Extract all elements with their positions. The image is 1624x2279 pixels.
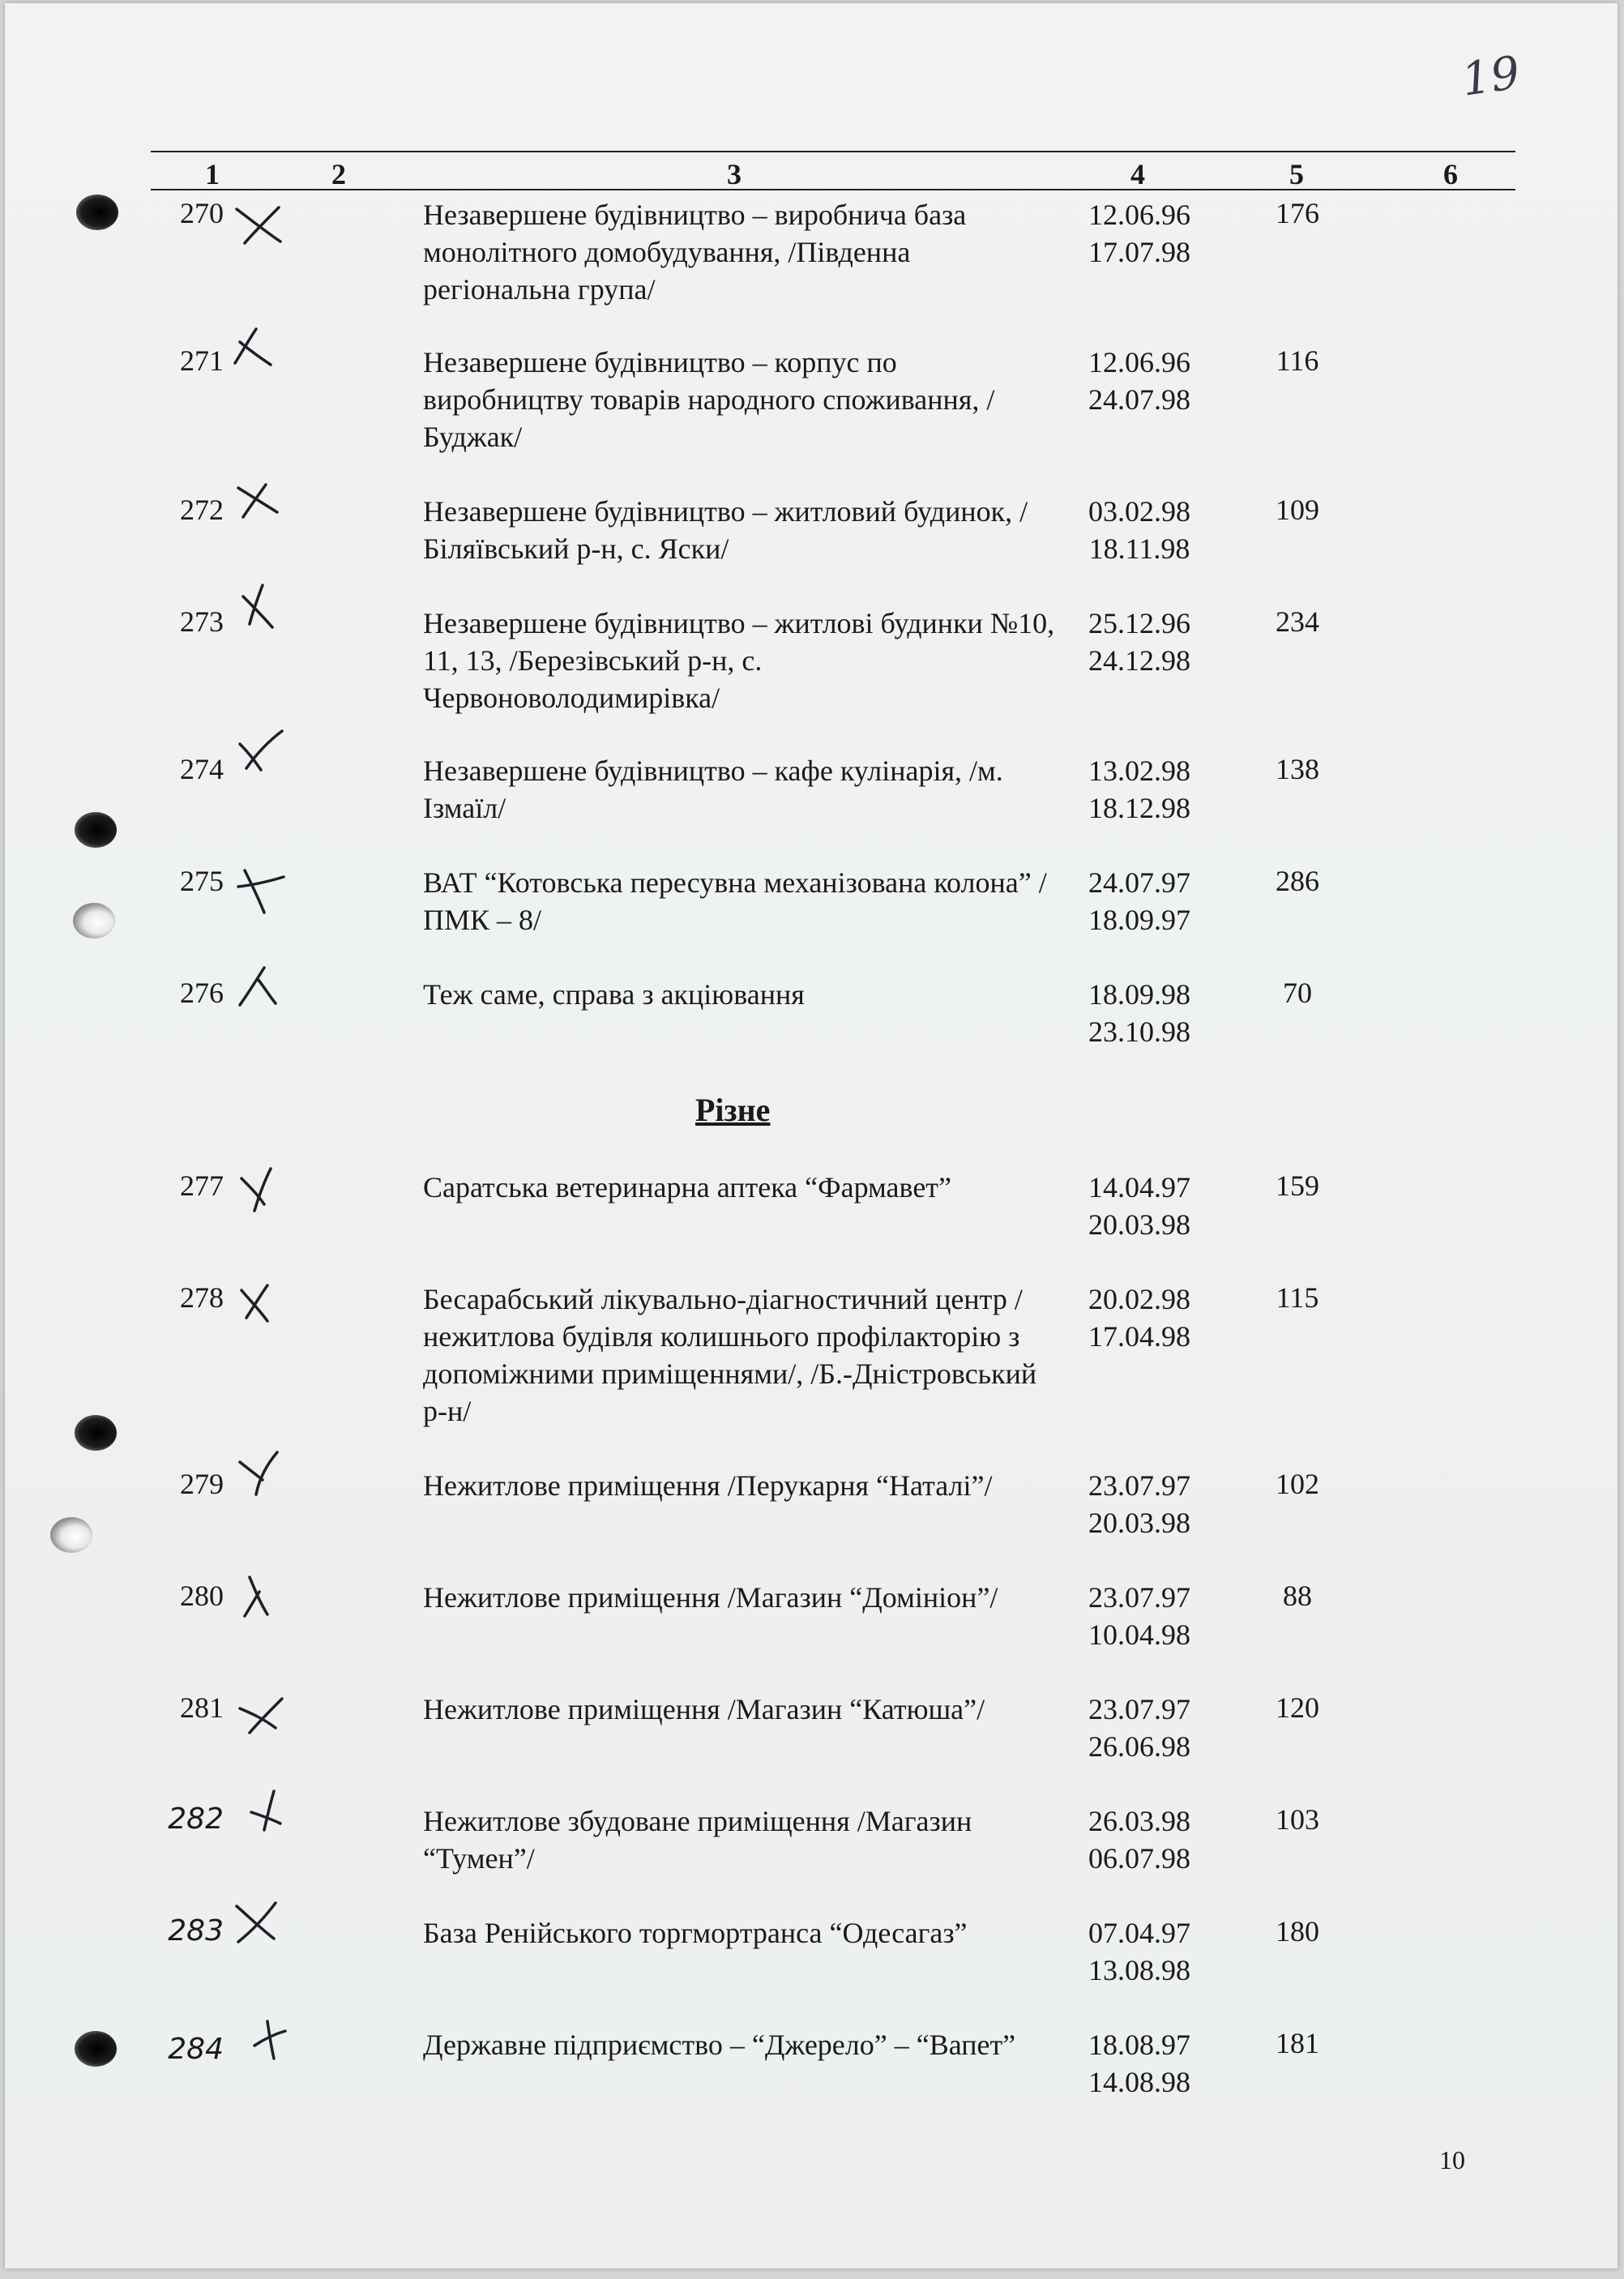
item-pages: 103 xyxy=(1276,1803,1319,1836)
item-pages: 234 xyxy=(1276,605,1319,638)
check-mark-icon xyxy=(229,326,280,371)
item-number: 284 xyxy=(168,2033,224,2066)
punch-hole xyxy=(75,1415,117,1451)
date-start: 14.04.97 xyxy=(1088,1171,1190,1204)
date-start: 12.06.96 xyxy=(1088,199,1190,231)
item-number: 271 xyxy=(180,344,224,377)
header-top-rule xyxy=(151,151,1515,152)
column-header-6: 6 xyxy=(1443,158,1458,190)
date-end: 20.03.98 xyxy=(1088,1208,1190,1241)
date-end: 24.12.98 xyxy=(1088,644,1190,677)
item-dates xyxy=(1075,1467,1204,1541)
item-pages: 180 xyxy=(1276,1915,1319,1948)
date-start: 26.03.98 xyxy=(1088,1805,1190,1837)
date-start: 12.06.96 xyxy=(1088,346,1190,378)
date-end: 18.09.97 xyxy=(1088,904,1190,936)
folio-number: 19 xyxy=(1458,46,1524,107)
item-pages: 115 xyxy=(1276,1281,1319,1314)
check-mark-icon xyxy=(230,1900,282,1945)
item-description: Нежитлове приміщення /Магазин “Катюша”/ xyxy=(423,1693,985,1725)
date-start: 20.02.98 xyxy=(1088,1283,1190,1315)
item-description: Саратська ветеринарна аптека “Фармавет” xyxy=(423,1171,952,1204)
item-dates xyxy=(1075,1169,1204,1243)
punch-hole xyxy=(75,2031,117,2067)
item-dates xyxy=(1075,1691,1204,1765)
item-number: 281 xyxy=(180,1691,224,1724)
item-pages: 109 xyxy=(1276,494,1319,526)
item-dates xyxy=(1075,1802,1204,1877)
item-number: 275 xyxy=(180,865,224,897)
punch-hole xyxy=(73,903,115,939)
check-mark-icon xyxy=(246,2018,298,2063)
date-end: 18.12.98 xyxy=(1088,792,1190,824)
item-pages: 102 xyxy=(1276,1468,1319,1500)
item-number: 277 xyxy=(180,1169,224,1202)
date-end: 17.04.98 xyxy=(1088,1320,1190,1353)
item-dates xyxy=(1075,752,1204,827)
date-start: 18.09.98 xyxy=(1088,978,1190,1011)
date-end: 13.08.98 xyxy=(1088,1954,1190,1986)
item-description: Нежитлове приміщення /Магазин “Домініон”/ xyxy=(423,1581,998,1614)
date-end: 24.07.98 xyxy=(1088,383,1190,416)
item-description: ВАТ “Котовська пересувна механізована колона” /ПМК – 8/ xyxy=(423,866,1047,936)
item-number: 278 xyxy=(180,1281,224,1314)
date-start: 18.08.97 xyxy=(1088,2029,1190,2061)
check-mark-icon xyxy=(235,584,287,629)
date-end: 26.06.98 xyxy=(1088,1730,1190,1763)
punch-hole xyxy=(76,195,118,230)
punch-hole xyxy=(50,1517,92,1553)
item-description: Бесарабський лікувально-діагностичний центр /нежитлова будівля колишнього профілакторію з допоміжними приміщеннями/, /Б.-Дністровський р-н/ xyxy=(423,1283,1037,1427)
date-start: 13.02.98 xyxy=(1088,755,1190,787)
item-description: Незавершене будівництво – корпус по виробництву товарів народного споживання, /Буджак/ xyxy=(423,346,995,453)
item-dates xyxy=(1075,2026,1204,2101)
item-description: Теж саме, справа з акціювання xyxy=(423,978,805,1011)
check-mark-icon xyxy=(233,869,285,914)
item-dates xyxy=(1075,493,1204,567)
item-dates xyxy=(1075,1281,1204,1355)
item-description: База Ренійського торгмортранса “Одесагаз” xyxy=(423,1917,968,1949)
check-mark-icon xyxy=(235,1167,287,1212)
item-description: Незавершене будівництво – житлові будинки №10, 11, 13, /Березівський р-н, с. Червоноволодимирівка/ xyxy=(423,607,1055,714)
item-description: Незавершене будівництво – виробнича база монолітного домобудування, /Південна регіональна група/ xyxy=(423,199,967,306)
item-pages: 70 xyxy=(1283,977,1312,1009)
date-start: 25.12.96 xyxy=(1088,607,1190,639)
item-dates xyxy=(1075,1914,1204,1989)
item-pages: 286 xyxy=(1276,865,1319,897)
item-pages: 181 xyxy=(1276,2027,1319,2059)
item-description: Незавершене будівництво – житловий будинок, /Біляївський р-н, с. Яски/ xyxy=(423,495,1028,565)
item-dates xyxy=(1075,605,1204,679)
check-mark-icon xyxy=(235,1574,287,1619)
date-start: 03.02.98 xyxy=(1088,495,1190,528)
date-end: 06.07.98 xyxy=(1088,1842,1190,1875)
check-mark-icon xyxy=(233,480,285,525)
item-description: Нежитлове приміщення /Перукарня “Наталі”/ xyxy=(423,1469,993,1502)
item-description: Незавершене будівництво – кафе кулінарія, /м. Ізмаїл/ xyxy=(423,755,1003,824)
column-header-4: 4 xyxy=(1130,158,1145,190)
item-description: Державне підприємство – “Джерело” – “Вапет” xyxy=(423,2029,1016,2061)
section-heading: Різне xyxy=(695,1092,771,1128)
check-mark-icon xyxy=(233,728,285,773)
item-pages: 176 xyxy=(1276,197,1319,229)
item-number: 276 xyxy=(180,977,224,1009)
column-header-1: 1 xyxy=(205,158,220,190)
date-end: 10.04.98 xyxy=(1088,1618,1190,1651)
item-number: 279 xyxy=(180,1468,224,1500)
punch-hole xyxy=(75,812,117,848)
column-header-3: 3 xyxy=(727,158,741,190)
check-mark-icon xyxy=(235,964,287,1010)
check-mark-icon xyxy=(233,1451,285,1496)
item-pages: 159 xyxy=(1276,1169,1319,1202)
item-pages: 120 xyxy=(1276,1691,1319,1724)
item-dates xyxy=(1075,196,1204,271)
date-end: 14.08.98 xyxy=(1088,2066,1190,2098)
item-dates xyxy=(1075,344,1204,418)
item-pages: 88 xyxy=(1283,1580,1312,1612)
check-mark-icon xyxy=(235,1694,287,1739)
item-dates xyxy=(1075,1579,1204,1653)
item-number: 270 xyxy=(180,197,224,229)
item-dates xyxy=(1075,976,1204,1050)
date-start: 07.04.97 xyxy=(1088,1917,1190,1949)
archive-page xyxy=(5,3,1618,2268)
item-description: Нежитлове збудоване приміщення /Магазин “Тумен”/ xyxy=(423,1805,972,1875)
date-end: 18.11.98 xyxy=(1088,532,1190,565)
item-number: 272 xyxy=(180,494,224,526)
column-header-5: 5 xyxy=(1289,158,1304,190)
item-pages: 138 xyxy=(1276,753,1319,785)
date-end: 20.03.98 xyxy=(1088,1507,1190,1539)
date-end: 23.10.98 xyxy=(1088,1016,1190,1048)
date-end: 17.07.98 xyxy=(1088,236,1190,268)
item-dates xyxy=(1075,864,1204,939)
page-number: 10 xyxy=(1439,2145,1465,2174)
date-start: 23.07.97 xyxy=(1088,1469,1190,1502)
date-start: 24.07.97 xyxy=(1088,866,1190,899)
item-number: 274 xyxy=(180,753,224,785)
check-mark-icon xyxy=(235,1281,287,1326)
check-mark-icon xyxy=(233,201,285,246)
item-number: 282 xyxy=(168,1802,224,1836)
column-header-2: 2 xyxy=(331,158,346,190)
item-number: 273 xyxy=(180,605,224,638)
date-start: 23.07.97 xyxy=(1088,1693,1190,1725)
item-pages: 116 xyxy=(1276,344,1319,377)
item-number: 283 xyxy=(168,1914,224,1948)
item-number: 280 xyxy=(180,1580,224,1612)
date-start: 23.07.97 xyxy=(1088,1581,1190,1614)
check-mark-icon xyxy=(246,1789,298,1835)
